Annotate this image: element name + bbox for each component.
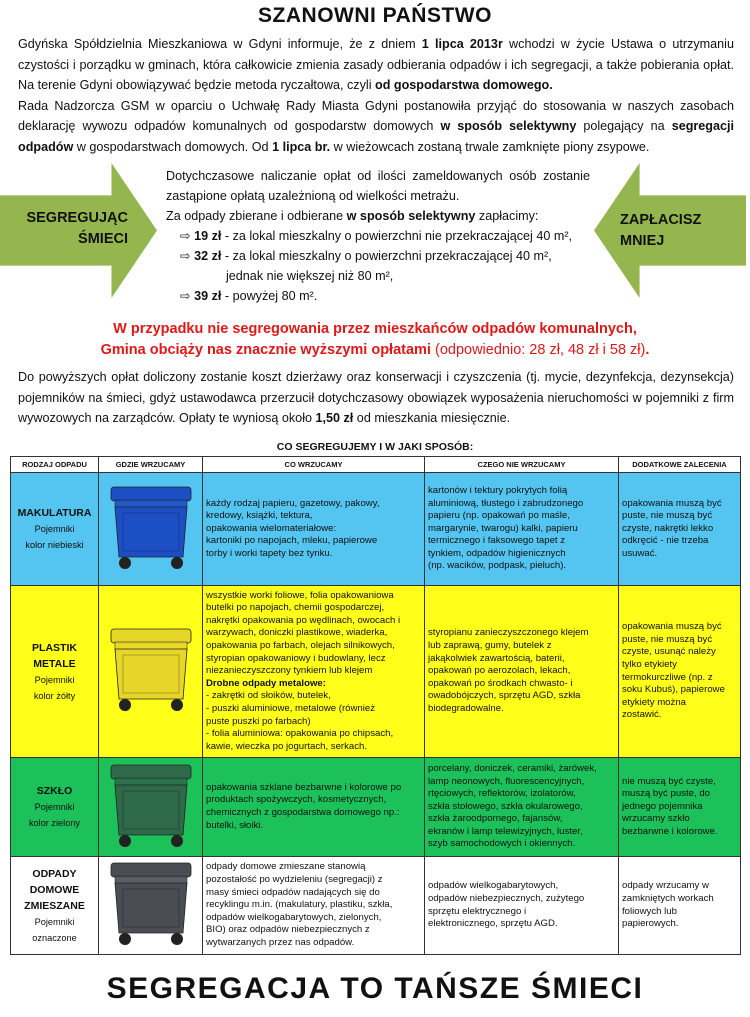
not-cell [425,473,619,586]
cell-line: tylko etykiety [622,658,677,670]
column-header: CO WRZUCAMY [203,457,425,473]
table-header-row [11,457,741,473]
cell-line: styropianu zanieczyszczonego klejem [428,627,589,639]
bin-image-cell [99,857,203,955]
cell-line: - zakrętki od słoików, butelek, [206,690,331,702]
cell-line: lamp neonowych, fluorescencyjnych, [428,775,585,787]
page-title: SZANOWNI PAŃSTWO [258,4,492,27]
cell-line: czyste, nakrętki lekko [622,522,714,534]
cell-line: margarynie, twarogu) kalki, papieru [428,522,578,534]
waste-bin-icon [105,625,197,718]
arrow-right-icon: ⇨ [180,249,191,263]
cell-line: butelki po napojach, chemii gospodarczej, [206,602,385,614]
waste-bin-icon [105,859,197,952]
waste-bin-icon [105,483,197,576]
cell-line: warzywach, doniczki plastikowe, wiaderka, [206,627,388,639]
cell-line: szyb samochodowych i okiennych. [428,838,576,850]
column-header: RODZAJ ODPADU [11,457,99,473]
cell-line: opakowania po farbach, olejach silnikowych, [206,640,395,652]
fee-item: ⇨ 19 zł - za lokal mieszkalny o powierzchni nie przekraczającej 40 m², [180,229,573,243]
waste-bin-icon [105,761,197,854]
cell-line: puste, nie muszą być [622,510,713,522]
fees-block [166,166,590,306]
cell-line: porcelany, doniczek, ceramiki, żarówek, [428,762,597,774]
not-cell [425,586,619,758]
cell-line: opakowania muszą być [622,621,722,633]
sorting-table [10,456,741,955]
table-row-paper [11,473,741,586]
cell-line: odpadów niebezpiecznych, zużytego [428,892,585,904]
cell-line: wrzucamy szkło [622,813,690,825]
cell-line: - puszki aluminiowe, metalowe (również [206,702,376,714]
waste-type-cell: PLASTIK METALE Pojemniki kolor żółty [11,586,99,758]
extra-costs-text: Do powyższych opłat doliczony zostanie koszt dzierżawy oraz konserwacji i czyszczenia (tj. mycie, dezynfekcja, dezynsekcja) pojemników na śmieci, gdyż ustawodawca przerzucił dotychczasowy obowiązek wyposażenia nieruchomości w pojemniki z firm wywozowych na zarządców. Opłaty te wyniosą około 1,50 zł od mieszkania miesięcznie. [18,370,734,426]
cell-line: aluminiową, tłustego i zabrudzonego [428,497,584,509]
cell-line: jednego pojemnika [622,800,703,812]
cell-line: papieru (np. opakowań po maśle, [428,510,570,522]
bin-image-cell [99,758,203,857]
what-cell [203,758,425,857]
table-row-glass [11,758,741,857]
table-title: CO SEGREGUJEMY I W JAKI SPOSÓB: [276,441,474,453]
cell-line: BIO) oraz odpadów niebezpiecznych z [206,924,370,936]
cell-line: odpady domowe zmieszane stanowią [206,861,366,873]
cell-line: czyste, usunąć należy [622,646,716,658]
cell-line: foliowych lub [622,905,677,917]
cell-line: odkręcić - nie trzeba [622,535,709,547]
arrow-right-icon: ⇨ [180,289,191,303]
column-header: CZEGO NIE WRZUCAMY [425,457,619,473]
cell-line: termokurczliwe (np. z [622,671,713,683]
bin-image-cell [99,586,203,758]
cell-line: sprzętu elektrycznego i [428,905,527,917]
cell-line: opakowań po aerozolach, lekach, [428,665,571,677]
table-row-plastic [11,586,741,758]
cell-line: papierowych. [622,918,679,930]
cell-line: wszystkie worki foliowe, folia opakowaniowa [206,589,394,601]
cell-line: odpadów wielkogabarytowych, [428,880,559,892]
cell-line: opakowania wielomateriałowe: [206,522,337,534]
cell-line: termicznego i faksowego tapet z [428,535,566,547]
cell-line: lub zaprawą, gumy, butelek z [428,640,552,652]
cell-line: soku Kubuś), papierowe [622,684,725,696]
what-cell [203,473,425,586]
warning-text: W przypadku nie segregowania przez mieszkańców odpadów komunalnych, Gmina obciąży nas znacznie wyższymi opłatami (odpowiednio: 28 zł, 48 zł i 58 zł). [100,321,650,358]
cell-line: butelki, słoiki. [206,819,264,831]
cell-line: szkła stołowego, szkła okularowego, [428,800,583,812]
cell-line: torby i worki tapety bez tynku. [206,547,333,559]
cell-line: elektronicznego, sprzętu AGD. [428,918,558,930]
table-row-mixed [11,857,741,955]
cell-line: odpadów wielkogabarytowych, zielonych, [206,911,382,923]
cell-line: nie muszą być czyste, [622,775,716,787]
column-header: GDZIE WRZUCAMY [99,457,203,473]
cell-line: recyklingu m.in. (makulatury, plastiku, szkła, [206,899,393,911]
cell-line: (np. wacików, podpask, pieluch). [428,560,567,572]
what-cell [203,857,425,955]
tips-cell [619,473,741,586]
column-header: DODATKOWE ZALECENIA [619,457,741,473]
cell-line: puste, nie muszą być [622,633,713,645]
not-cell [425,857,619,955]
cell-line: szkła żaroodpornego, fajansów, [428,813,563,825]
fees-intro: Dotychczasowe naliczanie opłat od ilości zameldowanych osób zostanie zastąpione opłatą uzależnioną od wielkości metrażu. [166,169,590,203]
cell-line: jakąkolwiek zawartością, baterii, [428,652,565,664]
cell-line: nakrętki opakowania po wędlinach, owocach i [206,614,401,626]
bin-image-cell [99,473,203,586]
fees-selective: Za odpady zbierane i odbierane w sposób selektywny zapłacimy: [166,209,539,223]
arrow-label-right: ZAPŁACISZ MNIEJ [620,212,702,249]
cell-line: niezanieczyszczony tynkiem lub klejem [206,665,373,677]
cell-line: opakowania muszą być [622,497,722,509]
fee-item: ⇨ 32 zł - za lokal mieszkalny o powierzchni przekraczającej 40 m², [180,249,552,263]
not-cell [425,758,619,857]
cell-line: ekranów i lamp telewizyjnych, luster, [428,825,583,837]
cell-line: masy śmieci odpadów nadających się do [206,886,380,898]
cell-line: puste puszki po farbach) [206,715,311,727]
intro-paragraph-1: Gdyńska Spółdzielnia Mieszkaniowa w Gdyni informuje, że z dniem 1 lipca 2013r wchodzi w życie Ustawa o utrzymaniu czystości i porządku w gminach, która całkowicie zmienia zasady odbierania odpadów i ich segregacji, a także pobierania opłat. Na terenie Gdyni obowiązywać będzie metoda ryczałtowa, czyli od gospodarstwa domowego. [18,37,734,93]
tips-cell [619,586,741,758]
cell-line: muszą być puste, do [622,788,710,800]
intro-text [18,34,734,158]
cell-line: każdy rodzaj papieru, gazetowy, pakowy, [206,497,380,509]
tips-cell [619,758,741,857]
cell-line: odpady wrzucamy w [622,880,709,892]
cell-line: usuwać. [622,547,658,559]
waste-type-cell: MAKULATURA Pojemniki kolor niebieski [11,473,99,586]
waste-type-cell: ODPADY DOMOWE ZMIESZANE Pojemniki oznaczone [11,857,99,955]
cell-line: opakowań po środkach chwasto- i [428,677,573,689]
waste-type-cell: SZKŁO Pojemniki kolor zielony [11,758,99,857]
fee-item: ⇨ 39 zł - powyżej 80 m². [180,289,318,303]
tips-cell [619,857,741,955]
cell-line: chemicznych z gospodarstwa domowego np.: [206,807,400,818]
cell-line: zostawić. [622,709,662,721]
cell-line: bezbarwne i kolorowe. [622,825,718,837]
cell-line: zamkniętych workach [622,892,714,904]
cell-line: rtęciowych, reflektorów, izolatorów, [428,788,576,800]
cell-line: etykiety można [622,696,686,708]
arrow-right-icon: ⇨ [180,229,191,243]
arrow-label-left: SEGREGUJĄC ŚMIECI [26,210,128,247]
what-cell: wszystkie worki foliowe, folia opakowaniowa butelki po napojach, chemii gospodarczej, nakrętki opakowania po wędlinach, owocach i warzywach, doniczki plastikowe, wiaderka, opakowania po farbach, olejach silnikowych, styropian opakowaniowy i budowlany, lecz niezanieczyszczony tynkiem lub klejem Drobne odpady metalowe: - zakrętki od słoików, butelek, - puszki aluminiowe, metalowe (również puste puszki po farbach) - folia aluminiowa: opakowania po chipsach, kawie, wieczka po jogurtach, serkach. [203,586,425,758]
cell-line: kawie, wieczka po jogurtach, serkach. [206,740,368,752]
slogan: SEGREGACJA TO TAŃSZE ŚMIECI [106,972,644,1005]
cell-line: wytwarzanych przez nas odpadów. [206,936,355,948]
intro-paragraph-2: Rada Nadzorcza GSM w oparciu o Uchwałę Rady Miasta Gdyni postanowiła przyjąć do stosowania w naszych zasobach deklarację wywozu odpadów komunalnych od gospodarstw domowych w sposób selektywny polegający na segregacji odpadów w gospodarstwach domowych. Od 1 lipca br. w wieżowcach zostaną trwale zamknięte piony zsypowe. [18,98,734,154]
cell-line: owadobójczych, sprzętu AGD, szkła [428,690,581,702]
cell-line: kredowy, książki, tektura, [206,510,313,522]
cell-line: opakowania szklane bezbarwne i kolorowe po [206,781,402,793]
cell-line: pozostałość po wydzieleniu (segregacji) z [206,874,383,886]
cell-line: - folia aluminiowa: opakowania po chipsach, [206,728,394,740]
cell-line: produktach spożywczych, kosmetycznych, [206,794,387,806]
cell-line: styropian opakowaniowy i budowlany, lecz [206,652,386,664]
cell-line: kartoniki po napojach, mleku, papierowe [206,535,378,547]
fee-item-continuation: jednak nie większej niż 80 m², [226,269,394,283]
cell-line: kartonów i tektury pokrytych folią [428,484,568,496]
cell-line: tynkiem, odpadów higienicznych [428,547,566,559]
cell-line: biodegradowalne. [428,702,504,714]
